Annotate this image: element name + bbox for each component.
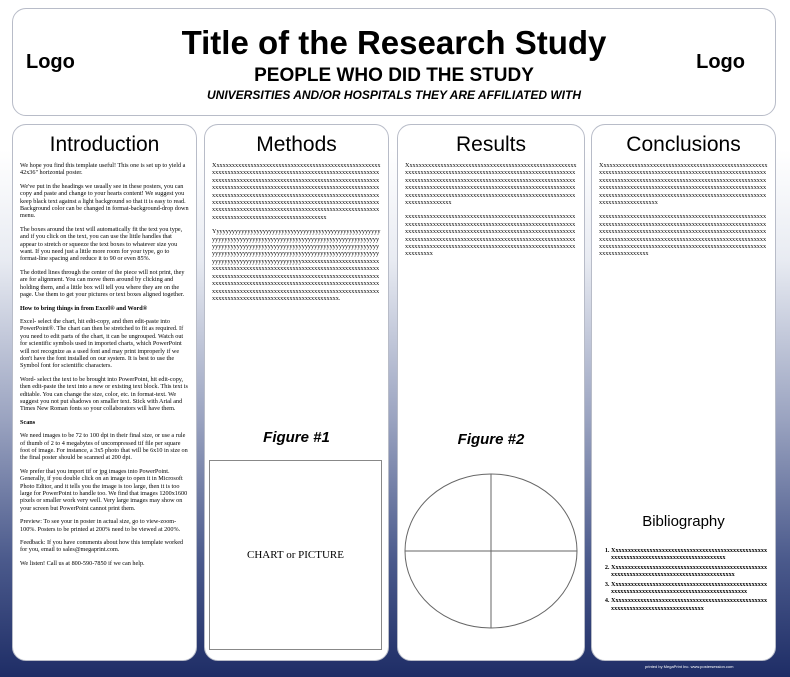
intro-subheading: How to bring things in from Excel® and Word®	[20, 304, 148, 312]
conclusions-paragraph: xxxxxxxxxxxxxxxxxxxxxxxxxxxxxxxxxxxxxxxxxxxxxxxxxxxxxxxxxxxxxxxxxxxxxxxxxxxxxxxxxxxxxxxxxxxxxxxxxxxxxxxxxxxxxxxxxxxxxxxxxxxxxxxxxxxxxxxxxxxxxxxxxxxxxxxxxxxxxxxxxxxxxxxxxxxxxxxxxxxxxxxxxxxxxxxxxxxxxxxxxxxxxxxxxxxxxxxxxxxxxxxxxxxxxxxxxxxxxxxxxxxxxxxxxxxxxxxxxxxxxxxxxxxxxxxxxxxxxxxxxxxxxx	[599, 213, 767, 258]
methods-body	[205, 158, 388, 302]
intro-paragraph: The dotted lines through the center of the piece will not print, they are for alignment. You can move them around by clicking and holding them, and a little box will tell you where they are on the page. Use them to get your pictures or text boxes aligned together.	[20, 268, 185, 299]
intro-subheading: Scans	[20, 418, 36, 426]
bibliography-entry: 2. Xxxxxxxxxxxxxxxxxxxxxxxxxxxxxxxxxxxxxxxxxxxxxxxxxxxxxxxxxxxxxxxxxxxxxxxxxxxxxxxxxxxxxxxxxx	[611, 564, 769, 579]
logo-right: Logo	[696, 51, 745, 73]
intro-paragraph: We hope you find this template useful! This one is set up to yield a 42x36" horizontal poster.	[20, 162, 186, 177]
bibliography-entry: 1. Xxxxxxxxxxxxxxxxxxxxxxxxxxxxxxxxxxxxxxxxxxxxxxxxxxxxxxxxxxxxxxxxxxxxxxxxxxxxxxxxxxxxxxx	[611, 547, 769, 562]
pie-chart-placeholder	[403, 469, 579, 629]
logo-left: Logo	[26, 51, 75, 73]
printer-credit: printed by MegaPrint Inc. www.postersession.com	[645, 664, 734, 669]
intro-paragraph: We listen! Call us at 800-590-7850 if we can help.	[20, 559, 145, 567]
conclusions-paragraph: Xxxxxxxxxxxxxxxxxxxxxxxxxxxxxxxxxxxxxxxxxxxxxxxxxxxxxxxxxxxxxxxxxxxxxxxxxxxxxxxxxxxxxxxxxxxxxxxxxxxxxxxxxxxxxxxxxxxxxxxxxxxxxxxxxxxxxxxxxxxxxxxxxxxxxxxxxxxxxxxxxxxxxxxxxxxxxxxxxxxxxxxxxxxxxxxxxxxxxxxxxxxxxxxxxxxxxxxxxxxxxxxxxxxxxxxxxxxxxxxxxxxxxxxxxxxxxxxxxxxxxxxxxxxxxxxxxxxxxxxxxxxxxxxxx	[599, 162, 768, 207]
intro-paragraph: We prefer that you import tif or jpg images into PowerPoint. Generally, if you double click on an image to open it in Microsoft Photo Editor, and it tells you the image is too large, then it is too large for PowerPoint to handle too. We find that images 1200x1600 pixels or smaller work very well. Very large images may show on your screen but PowerPoint cannot print them.	[20, 467, 188, 512]
intro-paragraph: Preview: To see your in poster in actual size, go to view-zoom-100%. Posters to be printed at 200% need to be viewed at 200%.	[20, 518, 181, 533]
introduction-body	[13, 158, 196, 567]
poster-authors: PEOPLE WHO DID THE STUDY	[254, 65, 534, 86]
results-heading: Results	[455, 133, 527, 156]
intro-paragraph: We've put in the headings we usually see in these posters, you can copy and paste and change to your hearts content! We suggest you keep black text against a light background so that it is easy to read. Background color can be changed in format-background-drop down menu.	[20, 182, 189, 220]
introduction-heading: Introduction	[49, 133, 160, 156]
chart-placeholder-label: CHART or PICTURE	[247, 549, 344, 561]
intro-paragraph: Word- select the text to be brought into PowerPoint, hit edit-copy, then edit-paste the text into a new or existing text block. This text is editable. You can change the size, color, etc. in format-text. We suggest you not put shadows on smaller text. Stick with Arial and Times New Roman fonts so your collaborators will have them.	[20, 375, 188, 413]
bibliography-entry: 4. Xxxxxxxxxxxxxxxxxxxxxxxxxxxxxxxxxxxxxxxxxxxxxxxxxxxxxxxxxxxxxxxxxxxxxxxxxxxxxxxx	[611, 597, 769, 612]
methods-paragraph: Yyyyyyyyyyyyyyyyyyyyyyyyyyyyyyyyyyyyyyyyyyyyyyyyyyyyyyyyyyyyyyyyyyyyyyyyyyyyyyyyyyyyyyyyyyyyyyyyyyyyyyyyyyyyyyyyyyyyyyyyyyyyyyyyyyyyyyyyyyyyyyyyyyyyyyyyyyyyyyyyyyyyyyyyyyyyyyyyyyyyyyyyyyyyyyyyyyyyyyyyyyyyyyyyyyyyyyyyyyyyyyyyyyyyyyyyyyyyyyyyyyyyyxxxxxxxxxxxxxxxxxxxxxxxxxxxxxxxxxxxxxxxxxxxxxxxxxxxxxxxxxxxxxxxxxxxxxxxxxxxxxxxxxxxxxxxxxxxxxxxxxxxxxxxxxxxxxxxxxxxxxxxxxxxxxxxxxxxxxxxxxxxxxxxxxxxxxxxxxxxxxxxxxxxxxxxxxxxxxxxxxxxxxxxxxxxxxxxxxxxxxxxxxxxxxxxxxxxxxxxxxxxxxxxxxxxxxxxxxxxxxxxxxxxxxxxxxxxxxxxxxxxxxxxxxxxxxxxxxxxxxxxxxx.	[212, 228, 381, 302]
figure-1-label: Figure #1	[263, 429, 330, 446]
poster-affiliations: UNIVERSITIES AND/OR HOSPITALS THEY ARE AFFILIATED WITH	[206, 88, 581, 102]
results-paragraph: xxxxxxxxxxxxxxxxxxxxxxxxxxxxxxxxxxxxxxxxxxxxxxxxxxxxxxxxxxxxxxxxxxxxxxxxxxxxxxxxxxxxxxxxxxxxxxxxxxxxxxxxxxxxxxxxxxxxxxxxxxxxxxxxxxxxxxxxxxxxxxxxxxxxxxxxxxxxxxxxxxxxxxxxxxxxxxxxxxxxxxxxxxxxxxxxxxxxxxxxxxxxxxxxxxxxxxxxxxxxxxxxxxxxxxxxxxxxxxxxxxxxxxxxxxxxxxxxxxxxxxxxxxxxxxxxxxxxxxxxxxxx	[405, 213, 576, 258]
conclusions-heading: Conclusions	[626, 133, 741, 156]
introduction-panel	[12, 124, 197, 661]
methods-paragraph: Xxxxxxxxxxxxxxxxxxxxxxxxxxxxxxxxxxxxxxxxxxxxxxxxxxxxxxxxxxxxxxxxxxxxxxxxxxxxxxxxxxxxxxxxxxxxxxxxxxxxxxxxxxxxxxxxxxxxxxxxxxxxxxxxxxxxxxxxxxxxxxxxxxxxxxxxxxxxxxxxxxxxxxxxxxxxxxxxxxxxxxxxxxxxxxxxxxxxxxxxxxxxxxxxxxxxxxxxxxxxxxxxxxxxxxxxxxxxxxxxxxxxxxxxxxxxxxxxxxxxxxxxxxxxxxxxxxxxxxxxxxxxxxxxxxxxxxxxxxxxxxxxxxxxxxxxxxxxxxxxxxxxxxxxxxxxxxxxxxxxxxxxxxxxxxxxxxxxxxxxxxxxxxxxxxxxxxxxxxxxxxxxxxxxxxxxxxxxxxxxxxxxxxxxxxxxxxx	[212, 162, 381, 221]
bibliography-list	[602, 547, 769, 614]
bibliography-heading: Bibliography	[642, 513, 725, 530]
poster-header	[12, 8, 776, 116]
figure-2-label: Figure #2	[457, 431, 525, 448]
bibliography-entry: 3. Xxxxxxxxxxxxxxxxxxxxxxxxxxxxxxxxxxxxxxxxxxxxxxxxxxxxxxxxxxxxxxxxxxxxxxxxxxxxxxxxxxxxxxxxxxxxxx	[611, 581, 769, 596]
chart-placeholder	[209, 460, 382, 650]
conclusions-body	[592, 158, 775, 258]
conclusions-panel	[591, 124, 776, 661]
intro-paragraph: The boxes around the text will automatically fit the text you type, and if you click on the text, you can use the little handles that appear to stretch or squeeze the text boxes to whatever size you want. If you need just a little more room for your type, go to format-line spacing and reduce it to 90 or even 85%.	[20, 225, 183, 263]
methods-heading: Methods	[256, 133, 337, 156]
methods-panel	[204, 124, 389, 661]
intro-paragraph: We need images to be 72 to 100 dpi in their final size, or use a rule of thumb of 2 to 4 megabytes of uncompressed tif file per square foot of image. For instance, a 3x5 photo that will be 6x10 in size on the final poster should be scanned at 200 dpi.	[20, 432, 188, 462]
results-body	[398, 158, 584, 258]
intro-paragraph: Feedback: If you have comments about how this template worked for you, email to sales@megaprint.com.	[20, 539, 184, 554]
results-panel	[397, 124, 585, 661]
intro-paragraph: Excel- select the chart, hit edit-copy, and then edit-paste into PowerPoint®. The chart can then be stretched to fit as required. If you need to edit parts of the chart, it can be ungrouped. Watch out for scientific symbols used in imported charts, which PowerPoint will not recognize as a used font and may print improperly if we don't have the font installed on our system. It is best to use the Symbol font for scientific characters.	[20, 317, 184, 370]
poster-title: Title of the Research Study	[181, 24, 607, 61]
results-paragraph: Xxxxxxxxxxxxxxxxxxxxxxxxxxxxxxxxxxxxxxxxxxxxxxxxxxxxxxxxxxxxxxxxxxxxxxxxxxxxxxxxxxxxxxxxxxxxxxxxxxxxxxxxxxxxxxxxxxxxxxxxxxxxxxxxxxxxxxxxxxxxxxxxxxxxxxxxxxxxxxxxxxxxxxxxxxxxxxxxxxxxxxxxxxxxxxxxxxxxxxxxxxxxxxxxxxxxxxxxxxxxxxxxxxxxxxxxxxxxxxxxxxxxxxxxxxxxxxxxxxxxxxxxxxxxxxxxxxxxxxxxxxxxxxxxxx	[405, 162, 577, 207]
